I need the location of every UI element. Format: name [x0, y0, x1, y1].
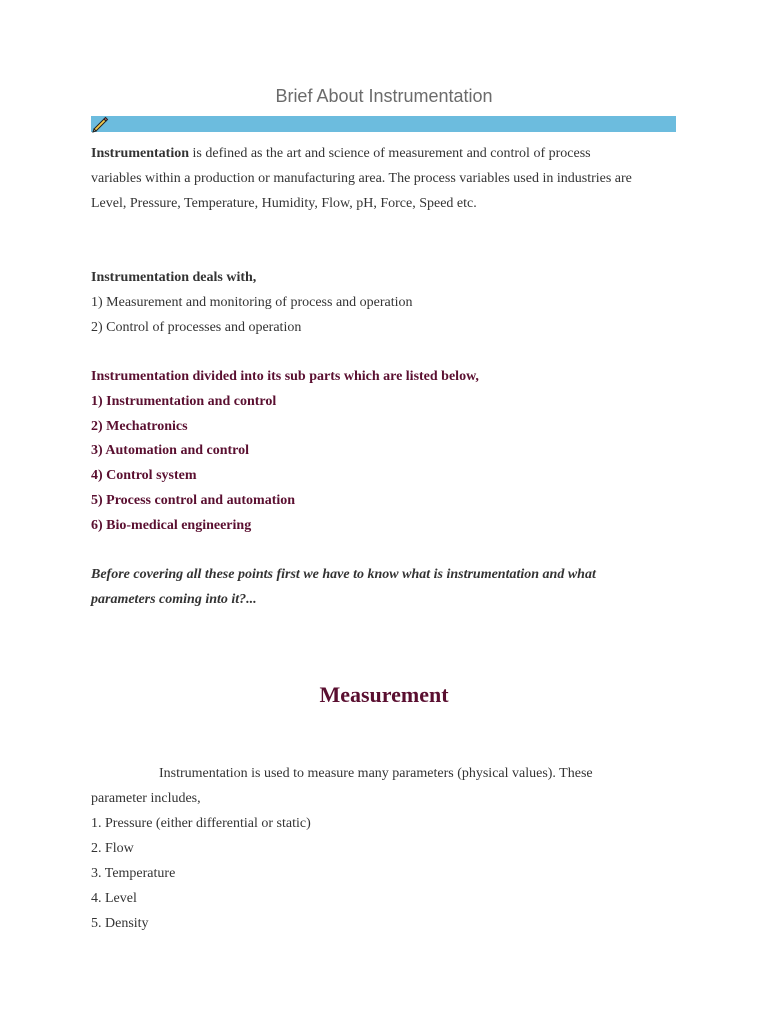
subparts-item-3: 3) Automation and control: [91, 443, 250, 458]
subparts-item-1: 1) Instrumentation and control: [91, 394, 277, 409]
measurement-item-2: 2. Flow: [91, 841, 134, 856]
note-line-2: parameters coming into it?...: [91, 592, 257, 607]
measurement-item-4: 4. Level: [91, 891, 137, 906]
measurement-para-line-2: parameter includes,: [91, 791, 201, 806]
intro-line-1: [91, 145, 591, 163]
measurement-item-5: 5. Density: [91, 916, 149, 931]
title-divider-bar: [91, 116, 676, 132]
intro-term: Instrumentation: [91, 146, 190, 161]
subparts-item-5: 5) Process control and automation: [91, 493, 296, 508]
subparts-item-6: 6) Bio-medical engineering: [91, 518, 252, 533]
measurement-para-line-1: Instrumentation is used to measure many parameters (physical values). These: [159, 766, 593, 781]
subparts-heading: Instrumentation divided into its sub parts which are listed below,: [91, 369, 479, 384]
deals-heading: Instrumentation deals with,: [91, 270, 257, 285]
intro-line-1-text: is defined as the art and science of measurement and control of process: [189, 146, 591, 161]
deals-item-1: 1) Measurement and monitoring of process and operation: [91, 295, 413, 310]
measurement-heading: Measurement: [319, 682, 449, 707]
intro-line-3: Level, Pressure, Temperature, Humidity, Flow, pH, Force, Speed etc.: [91, 196, 477, 211]
page-title: Brief About Instrumentation: [275, 86, 493, 106]
subparts-item-2: 2) Mechatronics: [91, 419, 188, 434]
measurement-item-1: 1. Pressure (either differential or static): [91, 816, 311, 831]
deals-item-2: 2) Control of processes and operation: [91, 320, 302, 335]
pencil-icon: [91, 115, 109, 133]
note-line-1: Before covering all these points first we have to know what is instrumentation and what: [91, 567, 596, 582]
intro-line-2: variables within a production or manufacturing area. The process variables used in industries are: [91, 171, 632, 186]
measurement-item-3: 3. Temperature: [91, 866, 176, 881]
subparts-item-4: 4) Control system: [91, 468, 197, 483]
